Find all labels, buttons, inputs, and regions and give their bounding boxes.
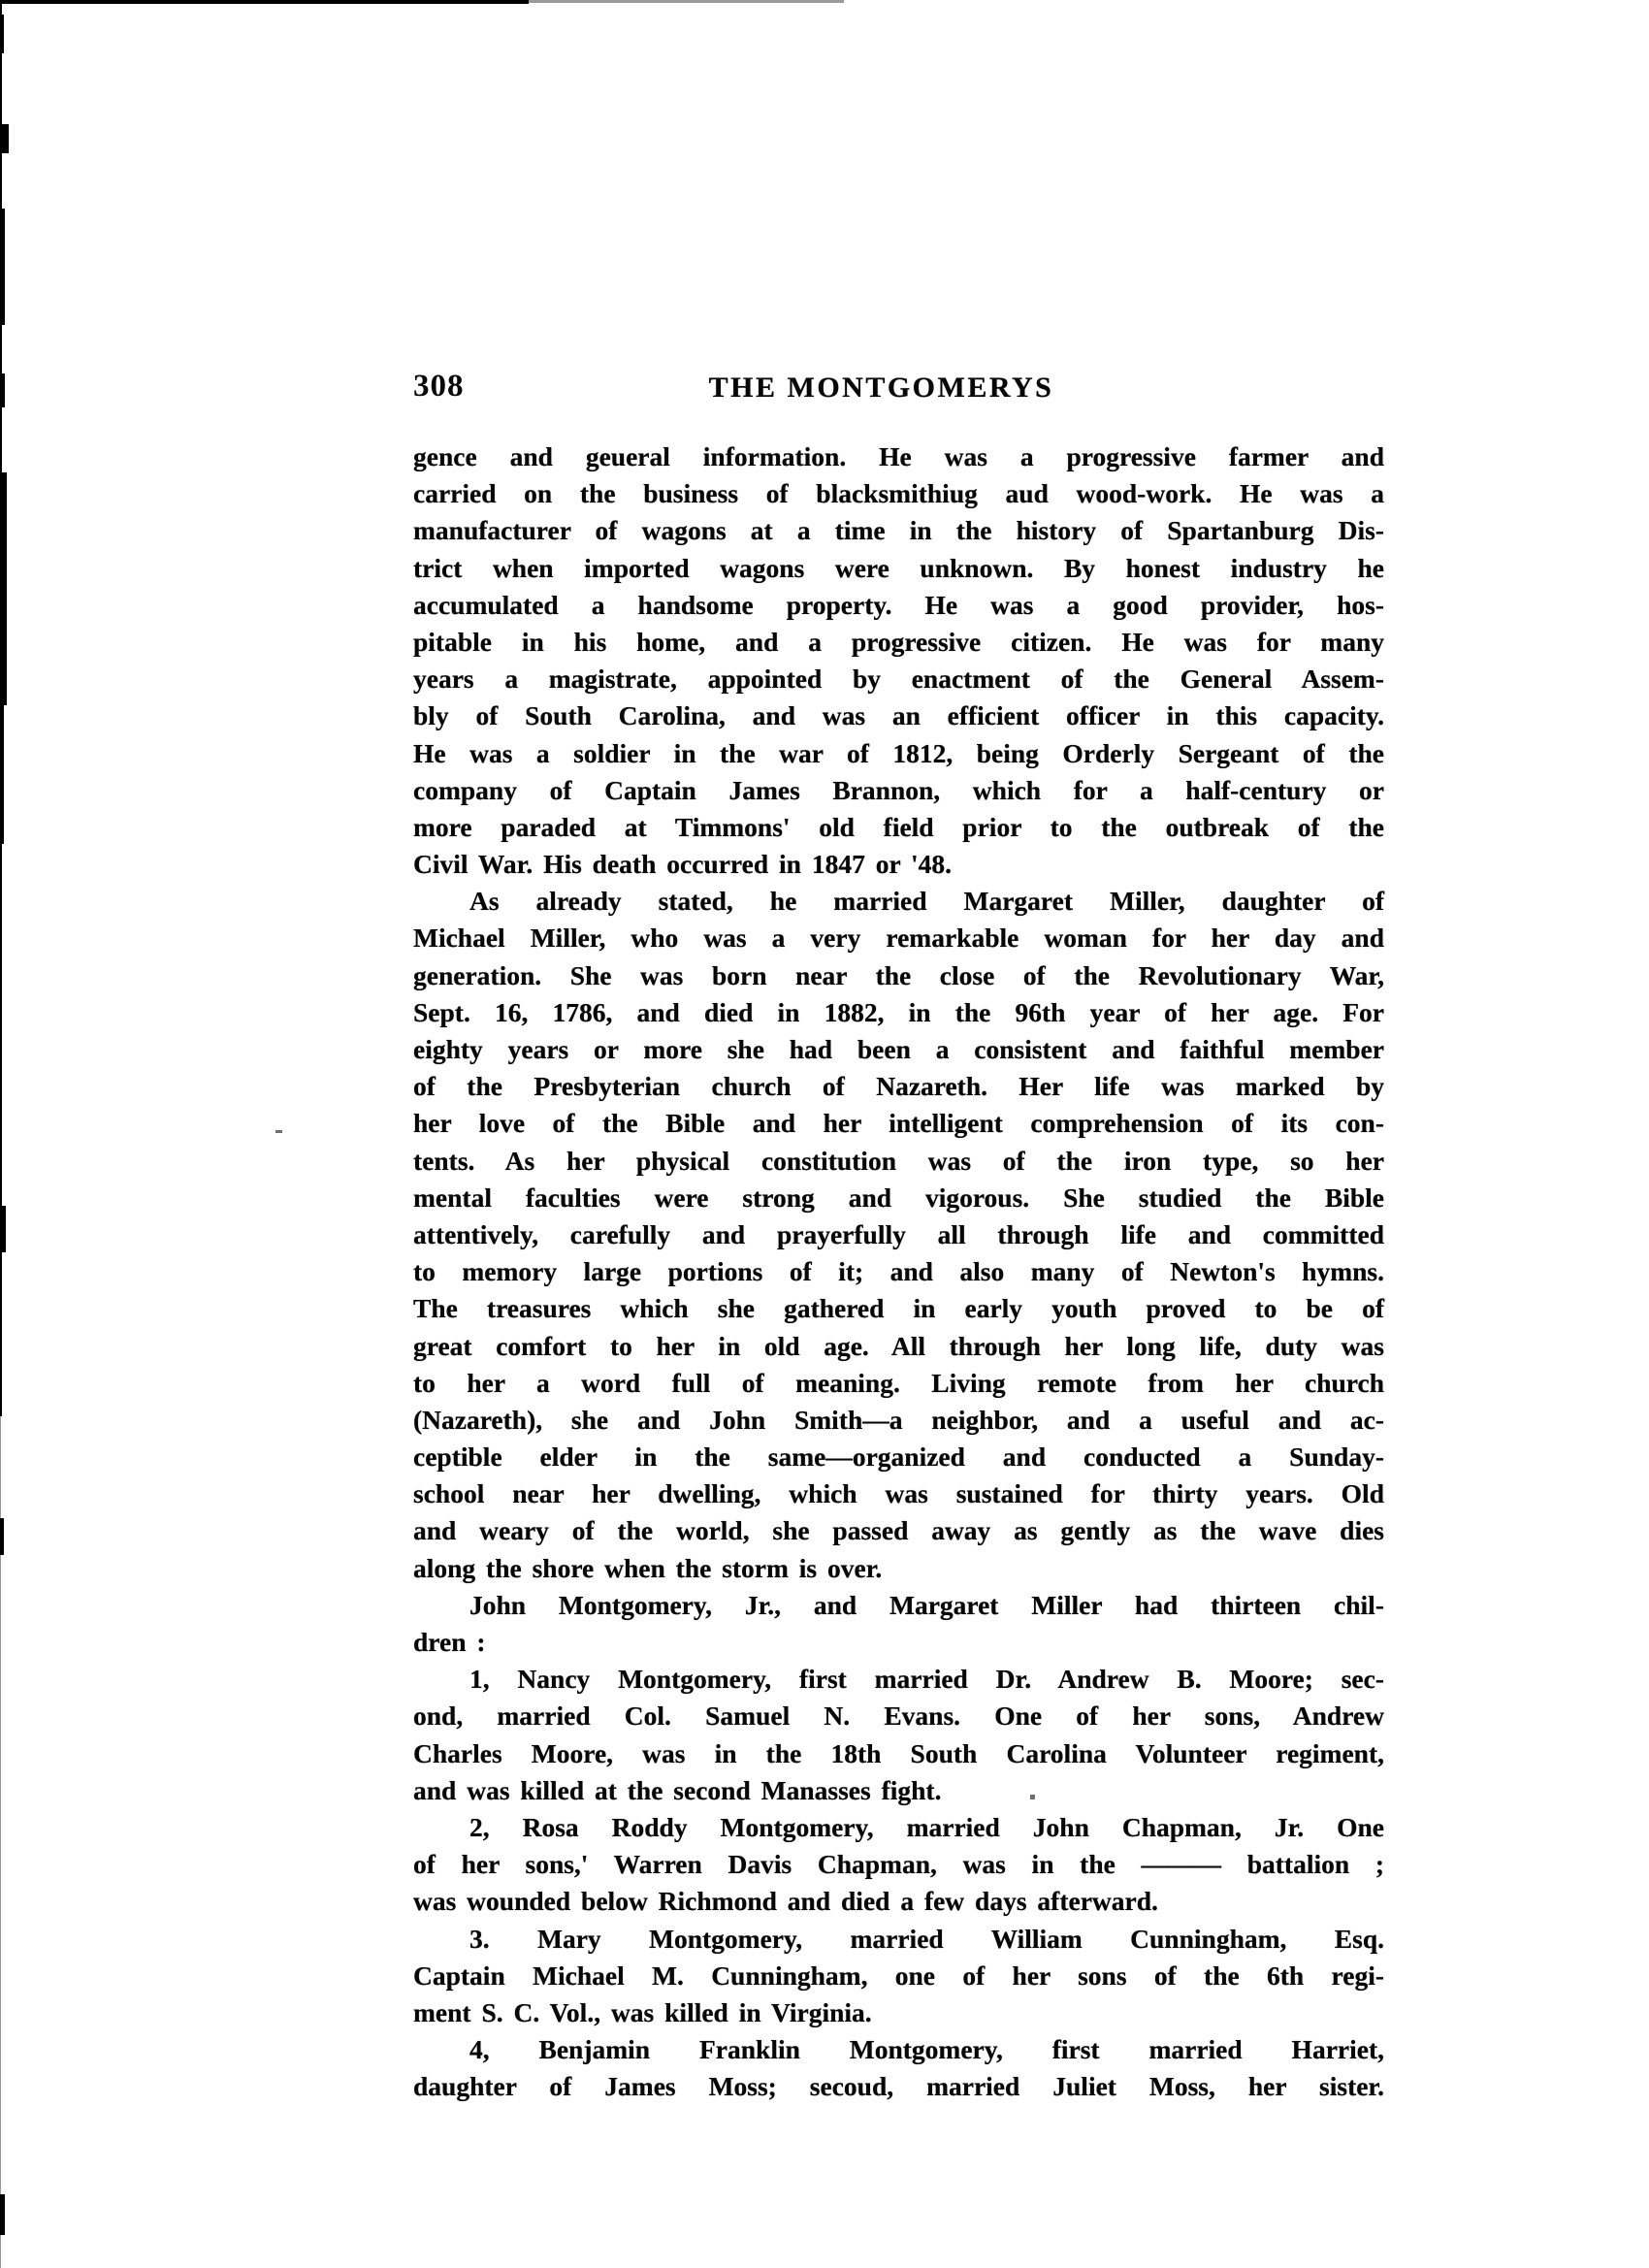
page-header bbox=[413, 367, 1384, 411]
scan-blotch bbox=[0, 1518, 4, 1555]
text-line: pitable in his home, and a progressive citizen. He was for many bbox=[413, 626, 1384, 657]
text-line: generation. She was born near the close of the Revolutionary War, bbox=[413, 959, 1384, 990]
text-block bbox=[413, 438, 1384, 2105]
text-line: company of Captain James Brannon, which for a half-century or bbox=[413, 774, 1384, 805]
text-line: Civil War. His death occurred in 1847 or '48. bbox=[413, 849, 953, 880]
text-line: 1, Nancy Montgomery, first married Dr. Andrew B. Moore; sec- bbox=[469, 1664, 1384, 1695]
text-line: ceptible elder in the same—organized and conducted a Sunday- bbox=[413, 1442, 1384, 1473]
text-line: and was killed at the second Manasses fight. bbox=[413, 1774, 942, 1805]
text-line: daughter of James Moss; secoud, married Juliet Moss, her sister. bbox=[413, 2071, 1384, 2102]
text-line: along the shore when the storm is over. bbox=[413, 1552, 883, 1583]
text-line: 3. Mary Montgomery, married William Cunningham, Esq. bbox=[469, 1923, 1384, 1954]
text-line: to her a word full of meaning. Living remote from her church bbox=[413, 1367, 1384, 1398]
text-line: accumulated a handsome property. He was a good provider, hos- bbox=[413, 589, 1384, 620]
running-title: THE MONTGOMERYS bbox=[708, 372, 1054, 404]
text-line: 2, Rosa Roddy Montgomery, married John Chapman, Jr. One bbox=[469, 1811, 1384, 1842]
page-number: 308 bbox=[413, 369, 465, 404]
scan-blotch bbox=[0, 2194, 5, 2235]
text-line: school near her dwelling, which was sustained for thirty years. Old bbox=[413, 1478, 1384, 1509]
text-line: He was a soldier in the war of 1812, being Orderly Sergeant of the bbox=[413, 737, 1384, 768]
text-line: mental faculties were strong and vigorous. She studied the Bible bbox=[413, 1182, 1384, 1213]
scan-blotch bbox=[0, 209, 5, 325]
text-line: great comfort to her in old age. All through her long life, duty was bbox=[413, 1330, 1384, 1361]
text-line: attentively, carefully and prayerfully all through life and committed bbox=[413, 1218, 1384, 1249]
text-line: tents. As her physical constitution was of the iron type, so her bbox=[413, 1145, 1384, 1176]
scan-blotch bbox=[0, 124, 9, 153]
text-line: Charles Moore, was in the 18th South Carolina Volunteer regiment, bbox=[413, 1737, 1384, 1768]
scan-blotch bbox=[0, 472, 7, 705]
scan-blotch bbox=[0, 15, 4, 53]
text-line: her love of the Bible and her intelligent comprehension of its con- bbox=[413, 1108, 1384, 1139]
text-line: gence and geueral information. He was a progressive farmer and bbox=[413, 441, 1384, 471]
ink-speck bbox=[275, 1130, 282, 1133]
text-line: was wounded below Richmond and died a few days afterward. bbox=[413, 1886, 1158, 1917]
text-line: of her sons,' Warren Davis Chapman, was in the ——— battalion ; bbox=[413, 1849, 1384, 1880]
text-line: 4, Benjamin Franklin Montgomery, first married Harriet, bbox=[469, 2034, 1384, 2065]
text-line: dren : bbox=[413, 1627, 486, 1657]
text-line: ond, married Col. Samuel N. Evans. One of her sons, Andrew bbox=[413, 1701, 1384, 1732]
text-line: Captain Michael M. Cunningham, one of her sons of the 6th regi- bbox=[413, 1960, 1384, 1991]
scan-blotch bbox=[0, 1206, 6, 1252]
text-line: Michael Miller, who was a very remarkable woman for her day and bbox=[413, 923, 1384, 954]
text-line: to memory large portions of it; and also many of Newton's hymns. bbox=[413, 1256, 1384, 1287]
text-line: years a magistrate, appointed by enactment of the General Assem- bbox=[413, 664, 1384, 695]
scan-blotch bbox=[0, 679, 4, 844]
text-line: carried on the business of blacksmithiug aud wood-work. He was a bbox=[413, 478, 1384, 509]
text-line: and weary of the world, she passed away as gently as the wave dies bbox=[413, 1515, 1384, 1546]
text-line: The treasures which she gathered in early youth proved to be of bbox=[413, 1293, 1384, 1324]
text-line: trict when imported wagons were unknown. By honest industry he bbox=[413, 552, 1384, 583]
scan-edge-top-fade bbox=[529, 0, 844, 3]
text-line: of the Presbyterian church of Nazareth. Her life was marked by bbox=[413, 1071, 1384, 1102]
text-line: bly of South Carolina, and was an efficient officer in this capacity. bbox=[413, 700, 1384, 731]
scan-edge-top bbox=[0, 0, 529, 4]
text-line: As already stated, he married Margaret Miller, daughter of bbox=[469, 886, 1384, 917]
text-line: John Montgomery, Jr., and Margaret Miller had thirteen chil- bbox=[469, 1589, 1384, 1620]
text-line: (Nazareth), she and John Smith—a neighbor, and a useful and ac- bbox=[413, 1404, 1384, 1435]
text-line: more paraded at Timmons' old field prior to the outbreak of the bbox=[413, 811, 1384, 842]
text-line: ment S. C. Vol., was killed in Virginia. bbox=[413, 1996, 872, 2027]
text-line: manufacturer of wagons at a time in the history of Spartanburg Dis- bbox=[413, 515, 1384, 546]
text-line: Sept. 16, 1786, and died in 1882, in the 96th year of her age. For bbox=[413, 996, 1384, 1027]
text-line: eighty years or more she had been a consistent and faithful member bbox=[413, 1034, 1384, 1064]
scan-blotch bbox=[0, 373, 5, 407]
